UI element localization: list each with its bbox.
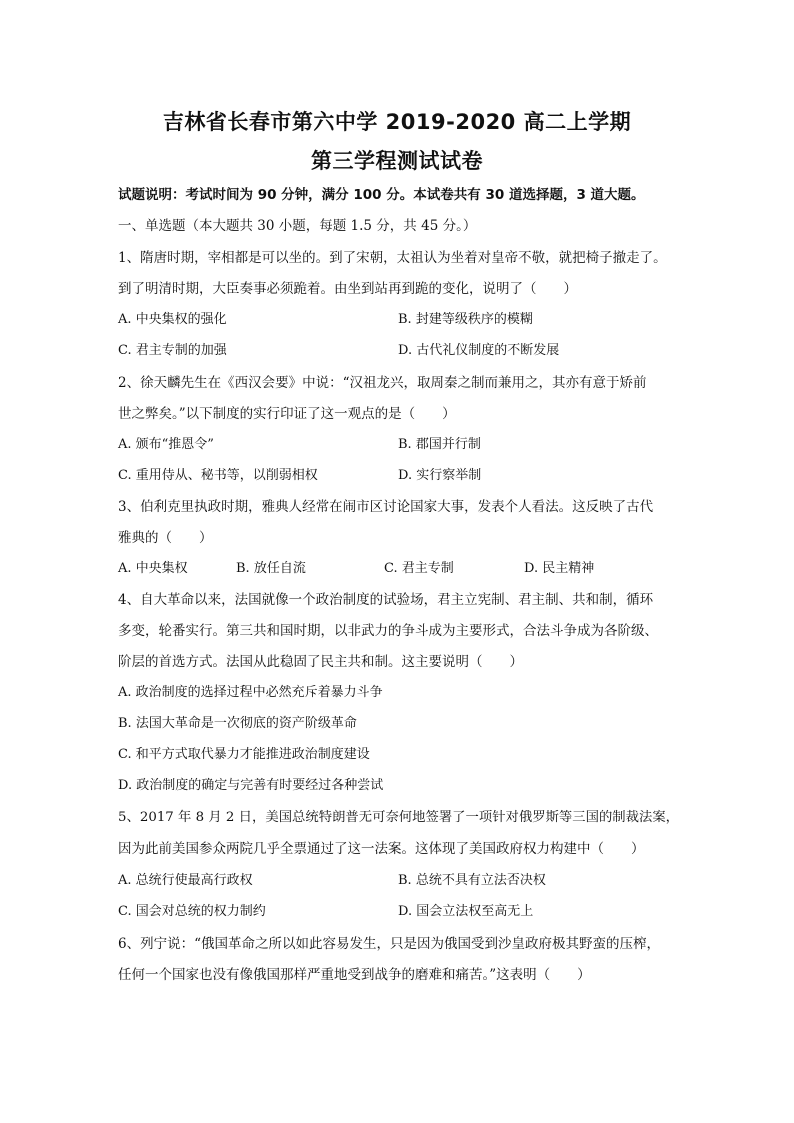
question-text: 到了明清时期，大臣奏事必须跪着。由坐到站再到跪的变化，说明了（ ） [118,281,577,297]
answer-option: D. 政治制度的确定与完善有时要经过各种尝试 [118,778,384,793]
question-text: 多变，轮番实行。第三共和国时期，以非武力的争斗成为主要形式，合法斗争成为各阶级、 [118,623,658,639]
answer-option: D. 民主精神 [524,561,595,576]
question-text: 5、2017 年 8 月 2 日，美国总统特朗普无可奈何地签署了一项针对俄罗斯等三国的制裁法案， [118,810,680,825]
answer-option: B. 郡国并行制 [398,437,481,452]
answer-option: C. 重用侍从、秘书等，以削弱相权 [118,468,318,483]
answer-option: A. 颁布“推恩令” [118,437,214,452]
question-text: 因为此前美国参众两院几乎全票通过了这一法案。这体现了美国政府权力构建中（ ） [118,841,645,857]
exam-instructions: 试题说明：考试时间为 90 分钟，满分 100 分。本试卷共有 30 道选择题，3 道大题。 [118,187,645,203]
answer-option: D. 国会立法权至高无上 [398,904,534,919]
answer-option: C. 君主专制 [384,561,454,576]
answer-option: A. 总统行使最高行政权 [118,873,253,888]
question-text: 2、徐天麟先生在《西汉会要》中说：“汉祖龙兴，取周秦之制而兼用之，其亦有意于矫前 [118,375,647,391]
question-text: 任何一个国家也没有像俄国那样严重地受到战争的磨难和痛苦。”这表明（ ） [118,967,591,983]
question-text: 阶层的首选方式。法国从此稳固了民主共和制。这主要说明（ ） [118,654,523,670]
answer-option: B. 总统不具有立法否决权 [398,873,546,888]
question-text: 6、列宁说：“俄国革命之所以如此容易发生，只是因为俄国受到沙皇政府极其野蛮的压榨， [118,936,660,952]
answer-option: D. 实行察举制 [398,468,482,483]
answer-option: D. 古代礼仪制度的不断发展 [398,343,560,358]
question-text: 雅典的（ ） [118,530,213,546]
section-heading: 一、单选题（本大题共 30 小题，每题 1.5 分，共 45 分。） [118,218,477,234]
page-subtitle: 第三学程测试试卷 [311,149,483,173]
page-title: 吉林省长春市第六中学 2019-2020 高二上学期 [162,110,632,134]
question-text: 4、自大革命以来，法国就像一个政治制度的试验场，君主立宪制、君主制、共和制，循环 [118,592,654,608]
question-text: 世之弊矣。”以下制度的实行印证了这一观点的是（ ） [118,406,456,422]
answer-option: C. 和平方式取代暴力才能推进政治制度建设 [118,747,370,762]
answer-option: A. 政治制度的选择过程中必然充斥着暴力斗争 [118,685,383,700]
question-text: 3、伯利克里执政时期，雅典人经常在闹市区讨论国家大事，发表个人看法。这反映了古代 [118,499,654,515]
answer-option: A. 中央集权 [118,561,188,576]
answer-option: C. 国会对总统的权力制约 [118,904,266,919]
answer-option: B. 放任自流 [236,561,306,576]
answer-option: A. 中央集权的强化 [118,312,227,327]
answer-option: C. 君主专制的加强 [118,343,227,358]
answer-option: B. 封建等级秩序的模糊 [398,312,533,327]
question-text: 1、隋唐时期，宰相都是可以坐的。到了宋朝，太祖认为坐着对皇帝不敬，就把椅子撤走了。 [118,250,667,266]
answer-option: B. 法国大革命是一次彻底的资产阶级革命 [118,716,357,731]
